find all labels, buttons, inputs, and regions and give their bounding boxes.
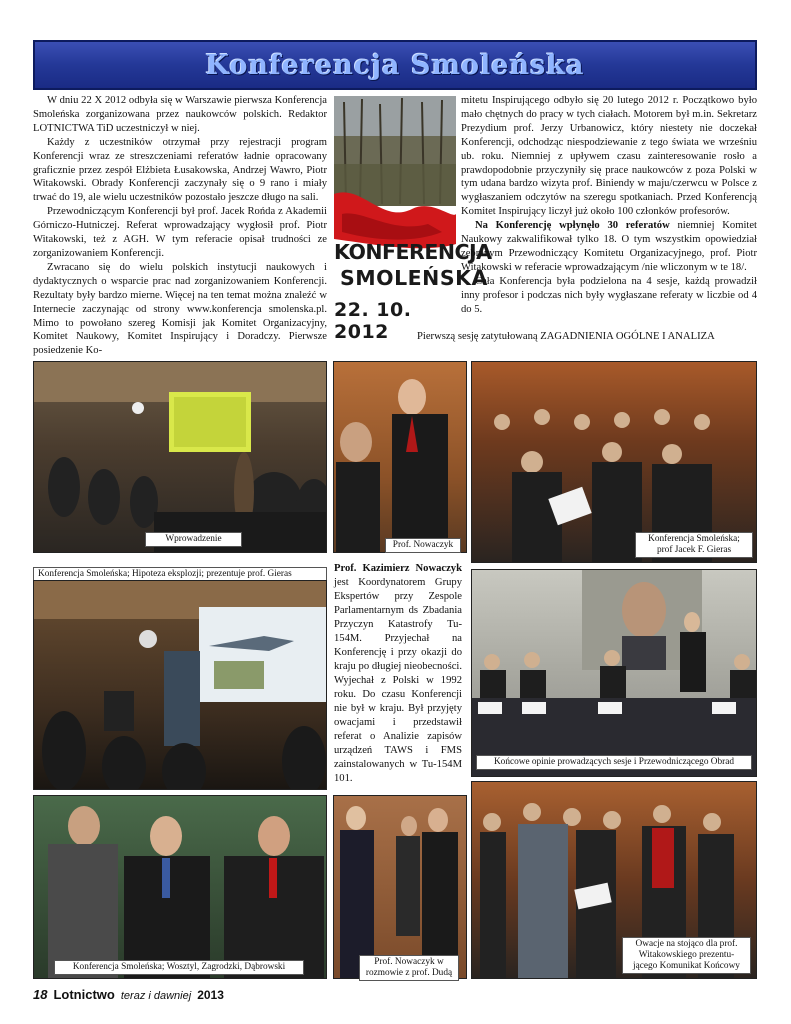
caption: Wprowadzenie [145, 532, 242, 547]
caption: Konferencja Smoleńska; Hipoteza eksplozji; prezentuje prof. Gieras [33, 567, 327, 582]
sidebar-text [334, 562, 462, 786]
paragraph: Cała Konferencja była podzielona na 4 sesje, każdą prowadził inny profesor i podczas nich były wygłaszane referaty w liczbie od 4 do 5. [461, 275, 757, 315]
photo-panel [471, 569, 757, 777]
caption [359, 955, 459, 981]
conversation-scene [334, 796, 467, 979]
magazine-name: Lotnictwo [53, 987, 115, 1002]
paragraph: mitetu Inspirującego odbyło się 20 lutego 2012 r. Początkowo było mało chętnych do pracy w tych ciałach. Motorem był m.in. Sekretarz Prezydium prof. Jerzy Urbanowicz, który niestety nie doczekał Konferencji, odchodząc niespodziewanie z tego świata we wrześniu ub. roku. Niemniej z upływem czasu zainteresowanie rosło a prawdopodobnie przyczyniły się prace naukowców z poza Polski w tym udana bardzo wizyta prof. Biniendy w maju/czerwcu w Polsce z wygłaszaniem odczytów na szeregu spotkaniach. Przed Konferencją Komitet Inspirujący liczył już około 100 członków profesorów. [461, 95, 757, 218]
caption: Konferencja Smoleńska; Wosztyl, Zagrodzki, Dąbrowski [54, 960, 304, 975]
caption-line: Konferencja Smoleńska; [648, 534, 740, 544]
caption-line: prof Jacek F. Gieras [656, 545, 732, 555]
photo-duda [333, 795, 467, 979]
photo-nowaczyk [333, 361, 467, 553]
paragraph [461, 219, 757, 275]
paragraph-rest: niemniej Komitet Naukowy zakwalifikował tylko 18. O tym wszystkim opowiedział zebranym Przewodniczący Komitetu Organizacyjnego, prof. Piotr Witakowski w referacie wprowadzającym /nie wliczonym w te 18/. [461, 220, 757, 273]
conference-poster [332, 94, 492, 343]
sidebar-bold: Prof. Kazimierz Nowaczyk [334, 563, 462, 574]
magazine-tagline: teraz i dawniej [120, 990, 192, 1002]
photo-wprowadzenie [33, 361, 327, 553]
portrait-scene [334, 362, 467, 553]
caption-line: jącego Komunikat Końcowy [633, 961, 740, 971]
right-column [461, 94, 757, 317]
paragraph: Przewodniczącym Konferencji był prof. Jacek Rońda z Akademii Górniczo-Hutniczej. Referat wprowadzający wygłosił prof. Piotr Witakowski, też z AGH. W tym referacie opisał trudności ze zorganizowaniem Konferencji. [33, 206, 327, 259]
poster-word-smolenska: SMOLEŃSKA [340, 266, 488, 290]
photo-hipoteza [33, 580, 327, 790]
photo-wosztyl [33, 795, 327, 979]
page-number: 18 [33, 987, 48, 1002]
page-footer [33, 987, 224, 1003]
left-column [33, 94, 327, 358]
poster-word-konferencja: KONFERENCJA [334, 240, 492, 264]
caption [635, 532, 753, 558]
paragraph: W dniu 22 X 2012 odbyła się w Warszawie pierwsza Konferencja Smoleńska zorganizowana przez naukowców polskich. Redaktor LOTNICTWA TiD uczestniczył w niej. [33, 95, 327, 134]
bottom-text [33, 330, 757, 344]
poster-graphic [332, 94, 458, 330]
bold-lead: Na Konferencję wpłynęło 30 referatów [475, 220, 670, 232]
caption: Prof. Nowaczyk [385, 538, 461, 553]
paragraph: Każdy z uczestników otrzymał przy rejestracji program Konferencji wraz ze streszczeniami referatów ładnie opracowany graficznie przez zespół Elżbieta Łusakowska, Andrzej Wawro, Piotr Witakowski. Obrady Konferencji zaczynały się o 9 rano i miały trwać do 19, ale wielu uczestników pozostało jeszcze długo na sali. [33, 136, 327, 204]
caption [622, 937, 751, 974]
hall-scene [34, 362, 327, 553]
caption-line: rozmowie z prof. Dudą [365, 968, 453, 978]
title-banner [33, 40, 757, 90]
issue-year: 2013 [197, 988, 224, 1002]
caption: Końcowe opinie prowadzących sesje i Przewodniczącego Obrad [476, 755, 752, 770]
group-scene [34, 796, 327, 979]
panel-scene [472, 570, 757, 777]
caption-line: Prof. Nowaczyk w [374, 957, 444, 967]
article-title: Konferencja Smoleńska [205, 49, 585, 81]
presentation-scene [34, 581, 327, 790]
caption-line: Witakowskiego prezentu- [638, 950, 735, 960]
paragraph: Zwracano się do wielu polskich instytucji naukowych i dydaktycznych o wsparcie prac nad zorganizowaniem Konferencji. Rezultaty były bardzo mierne. Więcej na ten temat można znaleźć w Internecie zaczynając od strony www.konferencja smolenska.pl. Mimo to powołano szereg Komisji jak Komitet Organizacyjny, Komitet Naukowy, Komitet Inspirujący i Doradczy. Pierwsze posiedzenie Ko- [33, 261, 327, 357]
sidebar-rest: jest Koordynatorem Grupy Ekspertów przy Zespole Parlamentarnym ds Zbadania Przyczyn Katastrofy Tu-154M. Przyjechał na Konferencję i przy okazji do kraju po długiej nieobecności. Wyjechał z Polski w 1992 roku. Do czasu Konferencji nie był w kraju. Był przyjęty owacjami i przedstawił referat o Analizie zapisów urządzeń TAWS i FMS zainstalowanych w Tu-154M 101. [334, 577, 462, 784]
paragraph: Pierwszą sesję zatytułowaną ZAGADNIENIA OGÓLNE I ANALIZA [417, 331, 715, 342]
caption-line: Owacje na stojąco dla prof. [635, 939, 738, 949]
poster-date: 22. 10. 2012 [334, 299, 412, 343]
